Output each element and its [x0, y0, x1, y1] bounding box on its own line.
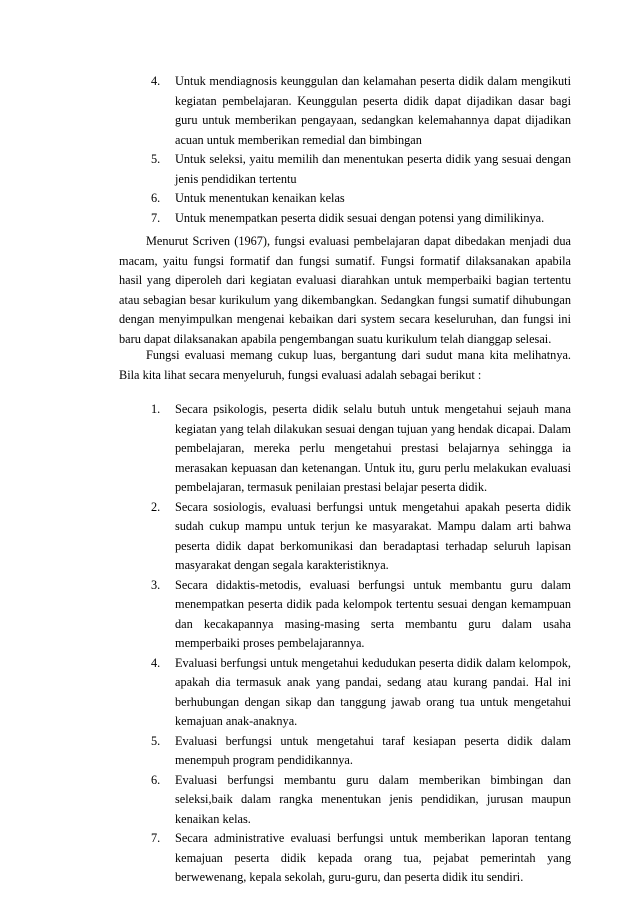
list-item — [151, 400, 571, 498]
list-item — [151, 771, 571, 830]
list-item — [151, 209, 571, 229]
list-item — [151, 150, 571, 189]
paragraph-fungsi-evaluasi: Fungsi evaluasi memang cukup luas, bergantung dari sudut mana kita melihatnya. Bila kita lihat secara menyeluruh, fungsi evaluasi adalah sebagai berikut : — [119, 348, 571, 382]
list-text: Untuk menentukan kenaikan kelas — [175, 191, 345, 205]
list-number: 6. — [151, 191, 161, 205]
list-text: Secara didaktis-metodis, evaluasi berfungsi untuk membantu guru dalam menempatkan peserta didik pada kelompok tertentu sesuai dengan kemampuan dan kecakapannya masing-masing serta membantu guru dalam usaha memperbaiki proses pembelajarannya. — [175, 577, 571, 650]
evaluation-purpose-list — [151, 72, 571, 228]
list-number: 2. — [151, 499, 161, 514]
list-text: Untuk mendiagnosis keunggulan dan kelamahan peserta didik dalam mengikuti kegiatan pembelajaran. Keunggulan peserta didik dapat dijadikan dasar bagi guru untuk memberikan pengayaan, sedangkan kelemahannya dapat dijadikan acuan untuk memberikan remedial dan bimbingan — [175, 74, 571, 147]
list-text: Secara psikologis, peserta didik selalu butuh untuk mengetahui sejauh mana kegiatan yang telah dilakukan sesuai dengan tujuan yang hendak dicapai. Dalam pembelajaran, mereka perlu mengetahui prestasi belajarnya sehingga ia merasakan kepuasan dan ketenangan. Untuk itu, guru perlu melakukan evaluasi pembelajaran, termasuk penilaian prestasi belajar peserta didik. — [175, 402, 571, 494]
list-number: 5. — [151, 733, 161, 748]
list-number: 1. — [151, 402, 161, 416]
list-item — [151, 576, 571, 654]
list-number: 4. — [151, 74, 161, 88]
list-number: 7. — [151, 831, 161, 845]
list-text: Secara sosiologis, evaluasi berfungsi untuk mengetahui apakah peserta didik sudah cukup mampu untuk terjun ke masyarakat. Mampu dalam arti bahwa peserta didik dapat berkomunikasi dan beradaptasi terhadap seluruh lapisan masyarakat dengan segala karakteristiknya. — [175, 499, 571, 572]
evaluation-function-list — [151, 400, 571, 888]
list-text: Untuk menempatkan peserta didik sesuai dengan potensi yang dimilikinya. — [175, 210, 545, 225]
list-number: 5. — [151, 152, 161, 166]
list-number: 3. — [151, 577, 161, 592]
list-item — [151, 829, 571, 888]
list-number: 4. — [151, 655, 161, 670]
list-item — [151, 654, 571, 732]
list-text: Secara administrative evaluasi berfungsi untuk memberikan laporan tentang kemajuan peserta didik kepada orang tua, pejabat pemerintah yang berwewenang, kepala sekolah, guru-guru, dan peserta didik itu sendiri. — [175, 831, 571, 884]
list-text: Evaluasi berfungsi membantu guru dalam memberikan bimbingan dan seleksi,baik dalam rangka menentukan jenis pendidikan, jurusan maupun kenaikan kelas. — [175, 772, 571, 826]
paragraph-scriven: Menurut Scriven (1967), fungsi evaluasi pembelajaran dapat dibedakan menjadi dua macam, yaitu fungsi formatif dan fungsi sumatif. Fungsi formatif dilaksanakan apabila hasil yang diperoleh dari kegiatan evaluasi diarahkan untuk memperbaiki bagian tertentu atau sebagian besar kurikulum yang dikembangkan. Sedangkan fungsi sumatif dihubungan dengan menyimpulkan mengenai kebaikan dari system secara keseluruhan, dan fungsi ini baru dapat dilaksanakan apabila pengembangan suatu kurikulum telah dianggap selesai. — [119, 234, 571, 346]
list-item — [151, 189, 571, 209]
list-item — [151, 72, 571, 150]
list-number: 6. — [151, 772, 161, 787]
list-text: Untuk seleksi, yaitu memilih dan menentukan peserta didik yang sesuai dengan jenis pendidikan tertentu — [175, 152, 571, 186]
list-text: Evaluasi berfungsi untuk mengetahui taraf kesiapan peserta didik dalam menempuh program pendidikannya. — [175, 733, 571, 767]
list-number: 7. — [151, 210, 161, 225]
list-text: Evaluasi berfungsi untuk mengetahui kedudukan peserta didik dalam kelompok, apakah dia termasuk anak yang pandai, sedang atau kurang pandai. Hal ini berhubungan dengan sikap dan tanggung jawab orang tua untuk mengetahui kemajuan anak-anaknya. — [175, 655, 571, 728]
list-item — [151, 732, 571, 771]
list-item — [151, 498, 571, 576]
